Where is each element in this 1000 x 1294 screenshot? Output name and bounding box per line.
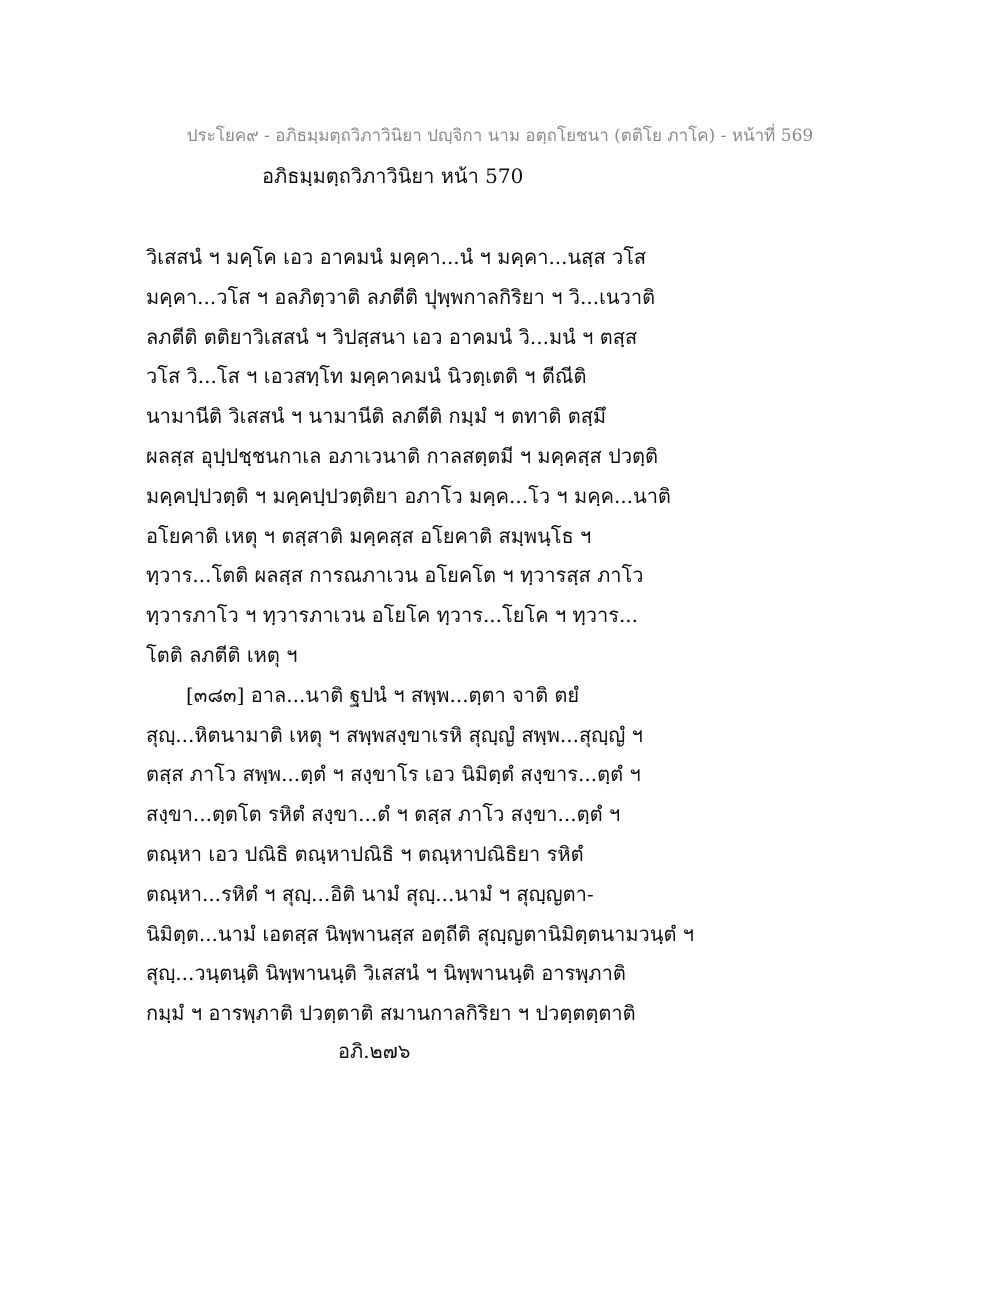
text-line: สุญฺ...หิตนามาติ เหตุ ฯ สพฺพสงฺขาเรหิ สุญฺญํ สพฺพ...สุญฺญํ ฯ [146, 722, 643, 747]
text-line: วิเสสนํ ฯ มคฺโค เอว อาคมนํ มคฺคา...นํ ฯ มคฺคา...นสฺส วโส [146, 245, 647, 269]
text-line: ตณฺหา เอว ปณิธิ ตณฺหาปณิธิ ฯ ตณฺหาปณิธิยา รหิตํ [146, 841, 584, 866]
text-line: กมฺมํ ฯ อารพฺภาติ ปวตฺตาติ สมานกาลกิริยา ฯ ปวตฺตตฺตาติ [146, 1001, 636, 1026]
text-line: ทฺวาร...โตติ ผลสฺส การณภาเวน อโยคโต ฯ ทฺวารสฺส ภาโว [146, 563, 644, 588]
page-footer: อภิ.๒๗๖ [338, 1039, 411, 1063]
text-line: มคฺคปฺปวตฺติ ฯ มคฺคปฺปวตฺติยา อภาโว มคฺค...โว ฯ มคฺค...นาติ [146, 483, 671, 508]
text-line: มคฺคา...วโส ฯ อลภิตฺวาติ ลภตีติ ปุพฺพกาลกิริยา ฯ วิ...เนวาติ [146, 284, 656, 309]
text-line: อโยคาติ เหตุ ฯ ตสฺสาติ มคฺคสฺส อโยคาติ สมฺพนฺโธ ฯ [146, 523, 592, 548]
text-line: ตณฺหา...รหิตํ ฯ สุญฺ...อิติ นามํ สุญฺ...นามํ ฯ สุญฺญตา- [146, 881, 594, 906]
text-line: ตสฺส ภาโว สพฺพ...ตฺตํ ฯ สงฺขาโร เอว นิมิตฺตํ สงฺขาร...ตฺตํ ฯ [146, 762, 641, 787]
running-header: ประโยค๙ - อภิธมฺมตฺถวิภาวินิยา ปญฺจิกา นาม อตฺถโยชนา (ตติโย ภาโค) - หน้าที่ 569 [186, 126, 814, 146]
text-line: วโส วิ...โส ฯ เอวสทฺโท มคฺคาคมนํ นิวตฺเตติ ฯ ตีณีติ [146, 364, 587, 389]
text-line: สุญฺ...วนฺตนฺติ นิพฺพานนฺติ วิเสสนํ ฯ นิพฺพานนฺติ อารพฺภาติ [146, 961, 626, 986]
text-line: ผลสฺส อุปฺปชฺชนกาเล อภาเวนาติ กาลสตฺตมี ฯ มคฺคสฺส ปวตฺติ [146, 443, 659, 468]
text-line: นามานีติ วิเสสนํ ฯ นามานีติ ลภตีติ กมฺมํ ฯ ตทาติ ตสฺมึ [146, 404, 607, 429]
text-line: สงฺขา...ตฺตโต รหิตํ สงฺขา...ตํ ฯ ตสฺส ภาโว สงฺขา...ตฺตํ ฯ [146, 802, 621, 827]
text-line: นิมิตฺต...นามํ เอตสฺส นิพฺพานสฺส อตฺถีติ สุญฺญตานิมิตฺตนามวนฺตํ ฯ [146, 921, 695, 946]
text-line: ทฺวารภาโว ฯ ทฺวารภาเวน อโยโค ทฺวาร...โยโค ฯ ทฺวาร... [146, 603, 639, 628]
text-line: โตติ ลภตีติ เหตุ ฯ [146, 642, 298, 667]
paragraph-start-line: [๓๘๓] อาล...นาติ ฐปนํ ฯ สพฺพ...ตฺตา จาติ ตยํ [186, 682, 580, 707]
book-header: อภิธมฺมตฺถวิภาวินิยา หน้า 570 [262, 164, 524, 188]
body-text [146, 238, 706, 1034]
text-line: ลภตีติ ตติยาวิเสสนํ ฯ วิปสฺสนา เอว อาคมนํ วิ...มนํ ฯ ตสฺส [146, 324, 638, 349]
